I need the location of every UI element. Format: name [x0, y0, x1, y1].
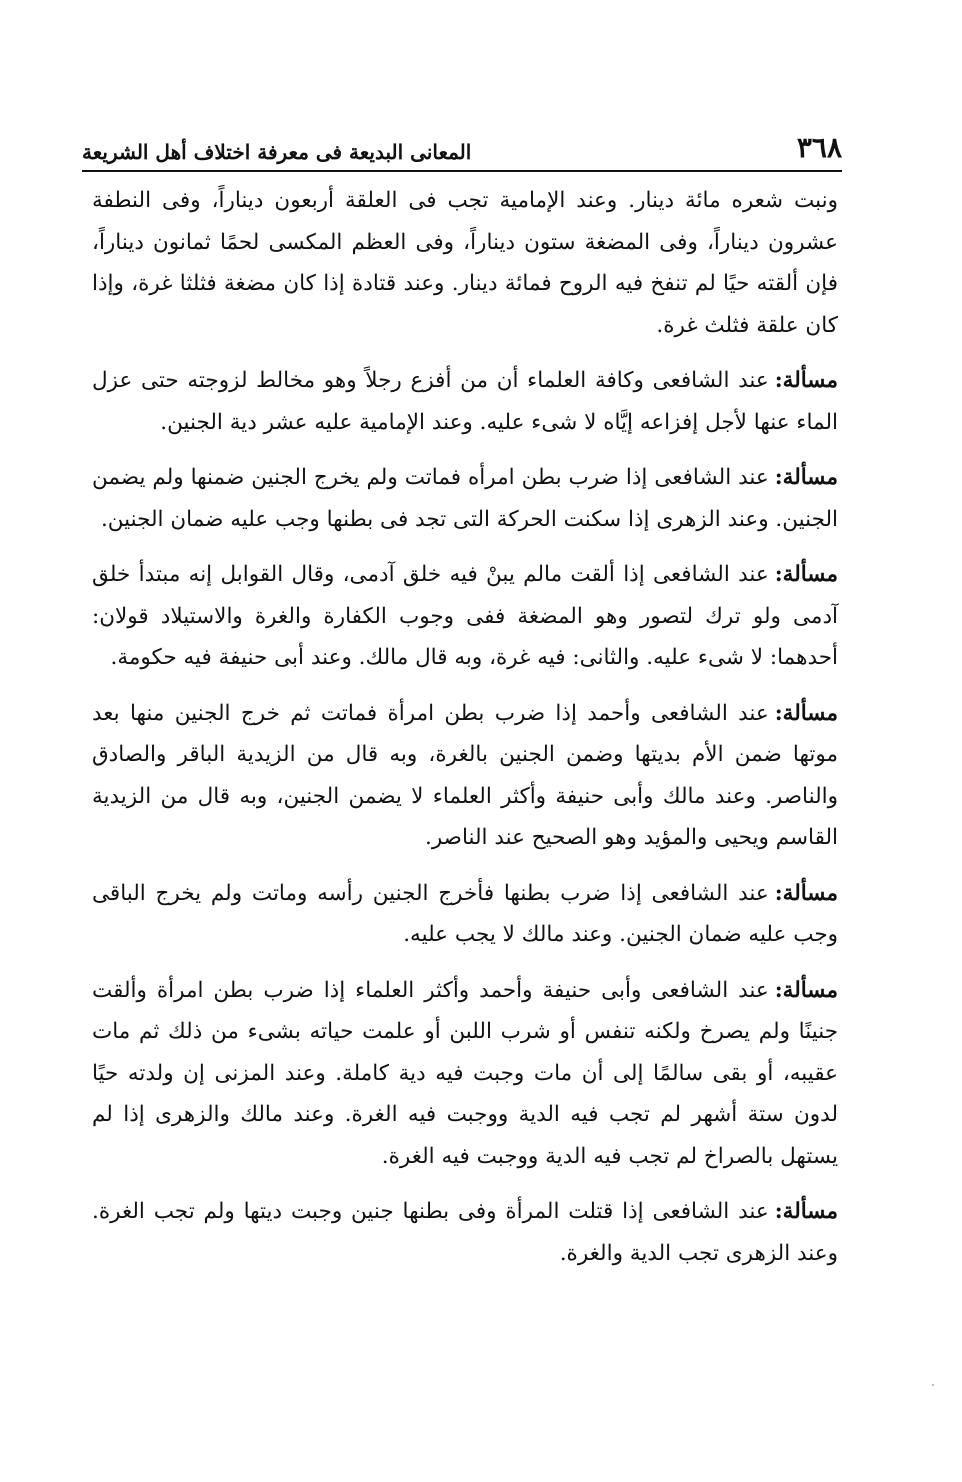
paragraph-text: عند الشافعى وكافة العلماء أن من أفزع رجلاً وهو مخالط لزوجته حتى عزل الماء عنها لأجل إفزاعه إيَّاه لا شىء عليه. وعند الإمامية عليه عشر دية الجنين.	[92, 368, 838, 435]
issue-paragraph	[92, 693, 838, 859]
issue-paragraph	[92, 457, 838, 540]
issue-heading: مسألة:	[774, 977, 838, 1003]
issue-paragraph	[92, 360, 838, 443]
paragraph-text: عند الشافعى إذا ضرب بطنها فأخرج الجنين رأسه وماتت ولم يخرج الباقى وجب عليه ضمان الجنين. وعند مالك لا يجب عليه.	[92, 880, 838, 947]
paragraph-text: عند الشافعى إذا ألقت مالم يبنْ فيه خلق آدمى، وقال القوابل إنه مبتدأ خلق آدمى ولو ترك لتصور وهو المضغة ففى وجوب الكفارة والغرة والاستيلاد قولان: أحدهما: لا شىء عليه. والثانى: فيه غرة، وبه قال مالك. وعند أبى حنيفة فيه حكومة.	[92, 562, 838, 670]
issue-heading: مسألة:	[774, 368, 838, 393]
issue-paragraph	[92, 1191, 838, 1274]
issue-heading: مسألة:	[774, 880, 838, 906]
paragraph-text: عند الشافعى إذا ضرب بطن امرأه فماتت ولم يخرج الجنين ضمنها ولم يضمن الجنين. وعند الزهرى إذا سكنت الحركة التى تجد فى بطنها وجب عليه ضمان الجنين.	[92, 465, 838, 532]
scan-speck	[932, 1384, 934, 1386]
issue-paragraph	[92, 873, 838, 956]
issue-paragraph	[92, 970, 838, 1178]
page-header	[82, 118, 842, 172]
paragraph-text: عند الشافعى إذا قتلت المرأة وفى بطنها جنين وجبت ديتها ولم تجب الغرة. وعند الزهرى تجب الدية والغرة.	[92, 1199, 838, 1266]
paragraph-text: ونبت شعره مائة دينار. وعند الإمامية تجب فى العلقة أربعون ديناراً، وفى النطفة عشرون ديناراً، وفى المضغة ستون ديناراً، وفى العظم المكسى لحمًا ثمانون ديناراً، فإن ألقته حيًا لم تنفخ فيه الروح فمائة دينار. وعند قتادة إذا كان مضغة فثلثا غرة، وإذا كان علقة فثلث غرة.	[92, 188, 838, 338]
issue-heading: مسألة:	[774, 465, 838, 490]
issue-paragraph	[92, 554, 838, 679]
page-number: ٣٦٨	[796, 131, 842, 164]
issue-heading: مسألة:	[774, 1199, 838, 1224]
issue-heading: مسألة:	[774, 562, 838, 587]
page-body	[92, 180, 838, 1288]
issue-heading: مسألة:	[774, 700, 838, 726]
paragraph-text: عند الشافعى وأحمد إذا ضرب بطن امرأة فماتت ثم خرج الجنين منها بعد موتها ضمن الأم بديتها وضمن الجنين بالغرة، وبه قال من الزيدية الباقر والصادق والناصر. وعند مالك وأبى حنيفة وأكثر العلماء لا يضمن الجنين، وبه قال من الزيدية القاسم ويحيى والمؤيد وهو الصحيح عند الناصر.	[92, 700, 839, 850]
paragraph-text: عند الشافعى وأبى حنيفة وأحمد وأكثر العلماء إذا ضرب بطن امرأة وألقت جنينًا ولم يصرخ ولكنه تنفس أو شرب اللبن أو علمت حياته بشىء من ذلك ثم مات عقيبه، أو بقى سالمًا إلى أن مات وجبت فيه دية كاملة. وعند المزنى إن ولدته حيًا لدون ستة أشهر لم تجب فيه الدية ووجبت فيه الغرة. وعند مالك والزهرى إذا لم يستهل بالصراخ لم تجب فيه الدية ووجبت فيه الغرة.	[92, 977, 838, 1169]
running-title: المعانى البديعة فى معرفة اختلاف أهل الشريعة	[82, 140, 472, 164]
paragraph	[92, 180, 838, 346]
